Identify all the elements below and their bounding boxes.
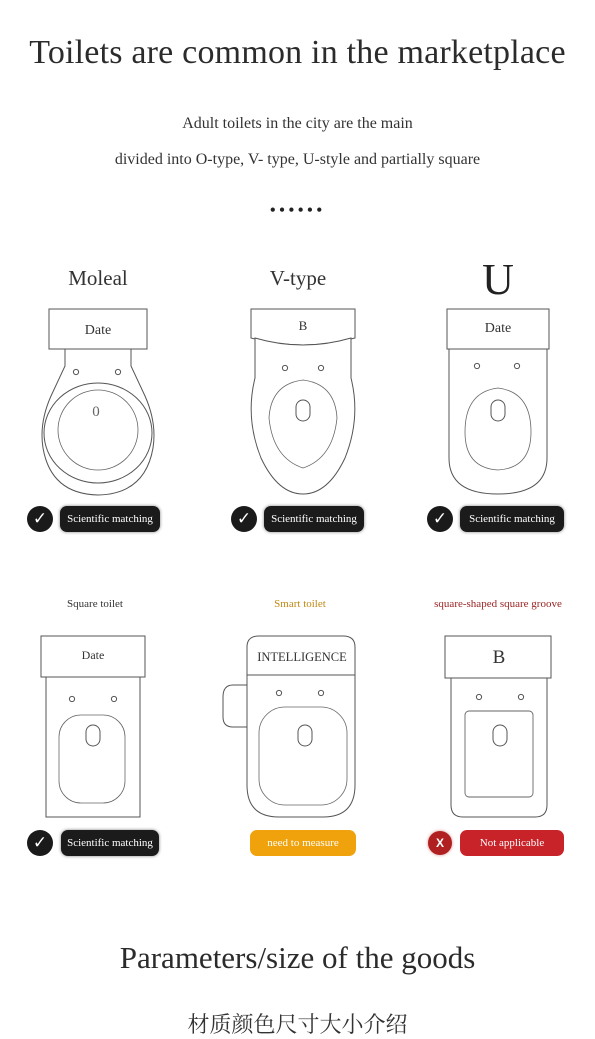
o-type-toilet-illustration	[13, 308, 183, 498]
page-title: Toilets are common in the marketplace	[29, 34, 566, 71]
check-icon: ✓	[427, 506, 453, 532]
check-icon: ✓	[27, 506, 53, 532]
need-to-measure-badge: need to measure	[250, 830, 356, 856]
toilet-label: Smart toilet	[274, 598, 326, 610]
tank-text: Date	[484, 321, 512, 336]
scientific-matching-badge: Scientific matching	[264, 506, 364, 532]
badge-row	[213, 504, 383, 534]
tank-text: Date	[84, 323, 112, 338]
badge-row	[215, 828, 385, 858]
not-applicable-badge: Not applicable	[460, 830, 564, 856]
toilet-label: Moleal	[68, 266, 128, 290]
tank-text: B	[298, 318, 308, 333]
badge-row	[13, 504, 183, 534]
x-icon: X	[428, 831, 452, 855]
scientific-matching-badge: Scientific matching	[60, 506, 160, 532]
toilet-label: V-type	[269, 266, 327, 290]
scientific-matching-badge: Scientific matching	[61, 830, 159, 856]
square-groove-toilet-illustration	[413, 635, 583, 825]
check-icon: ✓	[231, 506, 257, 532]
scientific-matching-badge: Scientific matching	[460, 506, 564, 532]
chinese-subtitle: 材质颜色尺寸大小介绍	[187, 1013, 408, 1038]
toilet-label: square-shaped square groove	[434, 598, 562, 610]
tank-text: INTELLIGENCE	[257, 650, 347, 664]
tank-text: Date	[81, 648, 105, 662]
u-type-toilet-illustration	[413, 308, 583, 498]
smart-toilet-illustration	[215, 635, 385, 825]
badge-row	[413, 828, 583, 858]
check-icon: ✓	[27, 830, 53, 856]
v-type-toilet-illustration	[213, 308, 383, 498]
dot-separator: ••••••	[269, 200, 326, 220]
toilet-label: Square toilet	[67, 598, 123, 610]
badge-row	[413, 504, 583, 534]
parameters-heading: Parameters/size of the goods	[119, 940, 476, 975]
bowl-mark: 0	[92, 404, 100, 420]
badge-row	[10, 828, 180, 858]
toilet-label: U	[482, 255, 514, 304]
square-toilet-illustration	[10, 635, 180, 825]
subtitle-line-2: divided into O-type, V- type, U-style and partially square	[114, 151, 481, 168]
tank-text: B	[492, 647, 506, 668]
subtitle-line-1: Adult toilets in the city are the main	[182, 115, 413, 132]
